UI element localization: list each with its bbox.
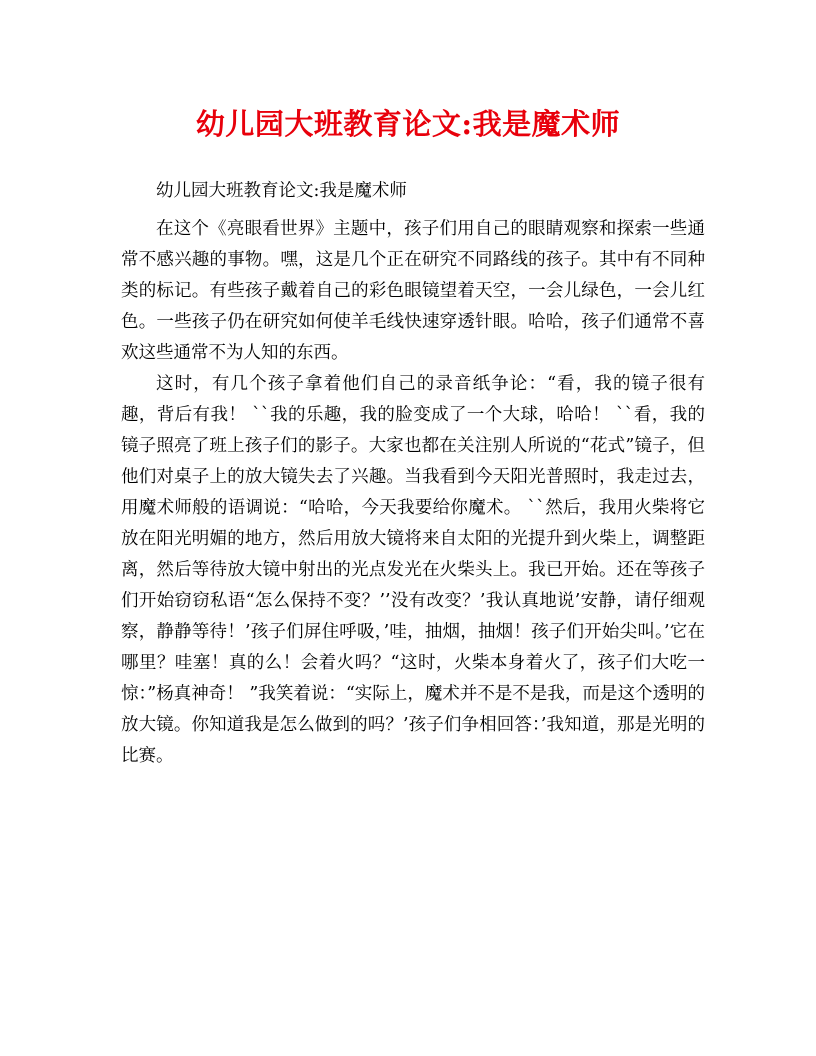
document-subtitle: 幼儿园大班教育论文:我是魔术师 bbox=[156, 181, 407, 201]
document-body bbox=[121, 180, 705, 772]
document-title: 幼儿园大班教育论文:我是魔术师 bbox=[195, 107, 621, 141]
paragraph: 在这个《亮眼看世界》主题中，孩子们用自己的眼睛观察和探索一些通常不感兴趣的事物。嘿，这是几个正在研究不同路线的孩子。其中有不同种类的标记。有些孩子戴着自己的彩色眼镜望着天空，一会儿绿色，一会儿红色。一些孩子仍在研究如何使羊毛线快速穿透针眼。哈哈，孩子们通常不喜欢这些通常不为人知的东西。 bbox=[121, 219, 705, 363]
paragraph: 这时，有几个孩子拿着他们自己的录音纸争论：“看，我的镜子很有趣，背后有我！ ``我的乐趣，我的脸变成了一个大球，哈哈！ ``看，我的镜子照亮了班上孩子们的影子。大家也都在关注别人所说的“花式”镜子，但他们对桌子上的放大镜失去了兴趣。当我看到今天阳光普照时，我走过去，用魔术师般的语调说：“哈哈，今天我要给你魔术。 ``然后，我用火柴将它放在阳光明媚的地方，然后用放大镜将来自太阳的光提升到火柴上，调整距离，然后等待放大镜中射出的光点发光在火柴头上。我已开始。还在等孩子们开始窃窃私语“怎么保持不变？’’没有改变？’我认真地说’安静，请仔细观察，静静等待！’孩子们屏住呼吸，’哇，抽烟，抽烟！孩子们开始尖叫。’它在哪里？哇塞！真的么！会着火吗？“这时，火柴本身着火了，孩子们大吃一惊：”杨真神奇！ ”我笑着说：“实际上，魔术并不是不是我，而是这个透明的放大镜。你知道我是怎么做到的吗？’孩子们争相回答：’我知道，那是光明的比赛。 bbox=[121, 374, 705, 766]
